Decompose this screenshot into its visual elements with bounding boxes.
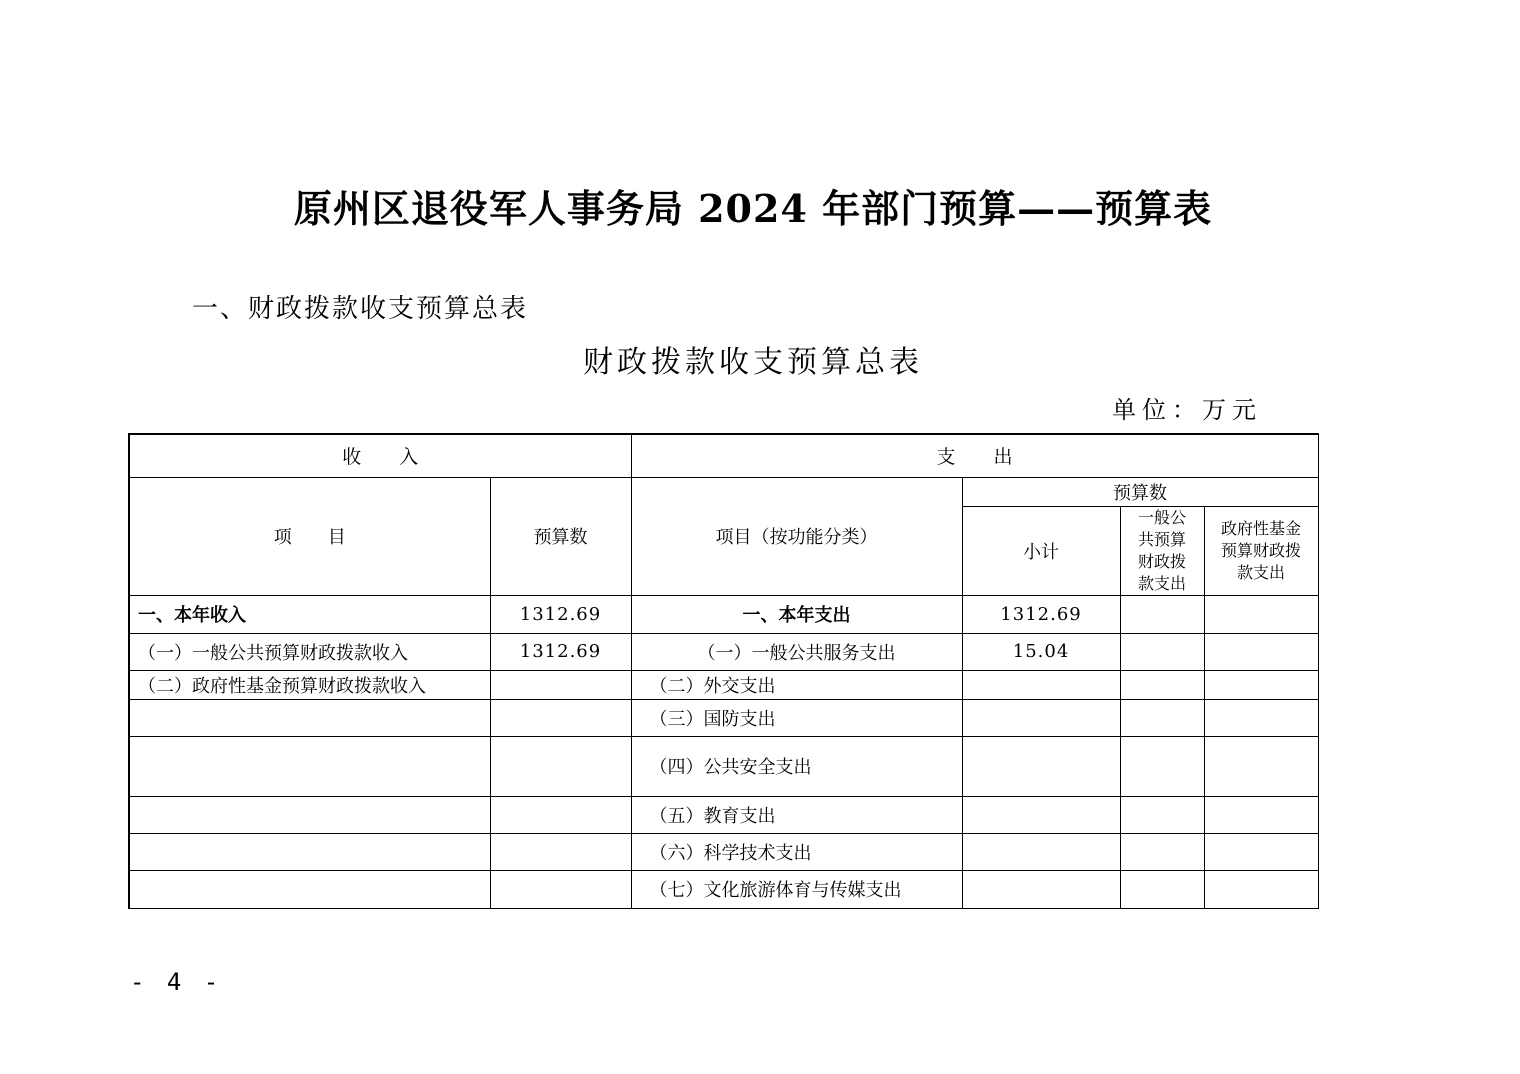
section-heading: 一、财政拨款收支预算总表 — [192, 294, 529, 324]
expense-fund — [1204, 736, 1318, 796]
subtotal-header: 小计 — [962, 506, 1120, 595]
income-budget-header: 预算数 — [490, 477, 631, 595]
expense-general — [1120, 633, 1204, 670]
budget-group-header: 预算数 — [962, 477, 1318, 506]
expense-general — [1120, 870, 1204, 908]
table-row — [129, 833, 1318, 870]
expense-fund — [1204, 870, 1318, 908]
expense-fund — [1204, 633, 1318, 670]
income-item — [129, 833, 490, 870]
expenditure-header: 支 出 — [631, 434, 1318, 477]
document-title: 原州区退役军人事务局 2024 年部门预算——预算表 — [293, 186, 1213, 231]
expense-subtotal: 1312.69 — [962, 595, 1120, 633]
income-item — [129, 736, 490, 796]
table-row — [129, 595, 1318, 633]
page-number: - 4 - — [130, 968, 223, 996]
table-row — [129, 796, 1318, 833]
expense-general — [1120, 699, 1204, 736]
header-row-top — [129, 434, 1318, 477]
expense-subtotal — [962, 736, 1120, 796]
expense-general — [1120, 670, 1204, 699]
expense-subtotal — [962, 699, 1120, 736]
expense-item: （三）国防支出 — [631, 699, 962, 736]
general-public-header-text: 一般公共预算财政拨款支出 — [1138, 507, 1187, 593]
expense-fund — [1204, 833, 1318, 870]
table-row — [129, 633, 1318, 670]
income-item — [129, 796, 490, 833]
income-header: 收 入 — [129, 434, 631, 477]
income-amount — [490, 870, 631, 908]
table-row — [129, 736, 1318, 796]
expense-item: （一）一般公共服务支出 — [631, 633, 962, 670]
expense-subtotal: 15.04 — [962, 633, 1120, 670]
expense-general — [1120, 796, 1204, 833]
expense-item: （六）科学技术支出 — [631, 833, 962, 870]
table-row — [129, 870, 1318, 908]
gov-fund-header-text: 政府性基金预算财政拨款支出 — [1221, 518, 1302, 582]
expense-fund — [1204, 699, 1318, 736]
income-amount — [490, 736, 631, 796]
expense-general — [1120, 833, 1204, 870]
gov-fund-header — [1204, 506, 1318, 595]
expense-fund — [1204, 796, 1318, 833]
income-amount — [490, 670, 631, 699]
table-row — [129, 670, 1318, 699]
expense-item: 一、本年支出 — [631, 595, 962, 633]
expense-item: （四）公共安全支出 — [631, 736, 962, 796]
income-amount — [490, 699, 631, 736]
expense-fund — [1204, 595, 1318, 633]
income-amount: 1312.69 — [490, 633, 631, 670]
income-item-header: 项 目 — [129, 477, 490, 595]
expense-item: （二）外交支出 — [631, 670, 962, 699]
expense-item: （七）文化旅游体育与传媒支出 — [631, 870, 962, 908]
income-item — [129, 870, 490, 908]
expense-subtotal — [962, 796, 1120, 833]
expense-general — [1120, 595, 1204, 633]
header-row-mid — [129, 477, 1318, 506]
general-public-header — [1120, 506, 1204, 595]
income-item: 一、本年收入 — [129, 595, 490, 633]
expense-subtotal — [962, 670, 1120, 699]
income-amount: 1312.69 — [490, 595, 631, 633]
table-row — [129, 699, 1318, 736]
expense-subtotal — [962, 870, 1120, 908]
unit-label: 单位：万元 — [1112, 396, 1262, 424]
income-amount — [490, 796, 631, 833]
expense-item-header: 项目（按功能分类） — [631, 477, 962, 595]
expense-general — [1120, 736, 1204, 796]
expense-item: （五）教育支出 — [631, 796, 962, 833]
budget-table — [128, 433, 1319, 909]
expense-fund — [1204, 670, 1318, 699]
expense-subtotal — [962, 833, 1120, 870]
income-item — [129, 699, 490, 736]
income-item: （二）政府性基金预算财政拨款收入 — [129, 670, 490, 699]
table-title: 财政拨款收支预算总表 — [583, 345, 923, 380]
income-amount — [490, 833, 631, 870]
income-item: （一）一般公共预算财政拨款收入 — [129, 633, 490, 670]
